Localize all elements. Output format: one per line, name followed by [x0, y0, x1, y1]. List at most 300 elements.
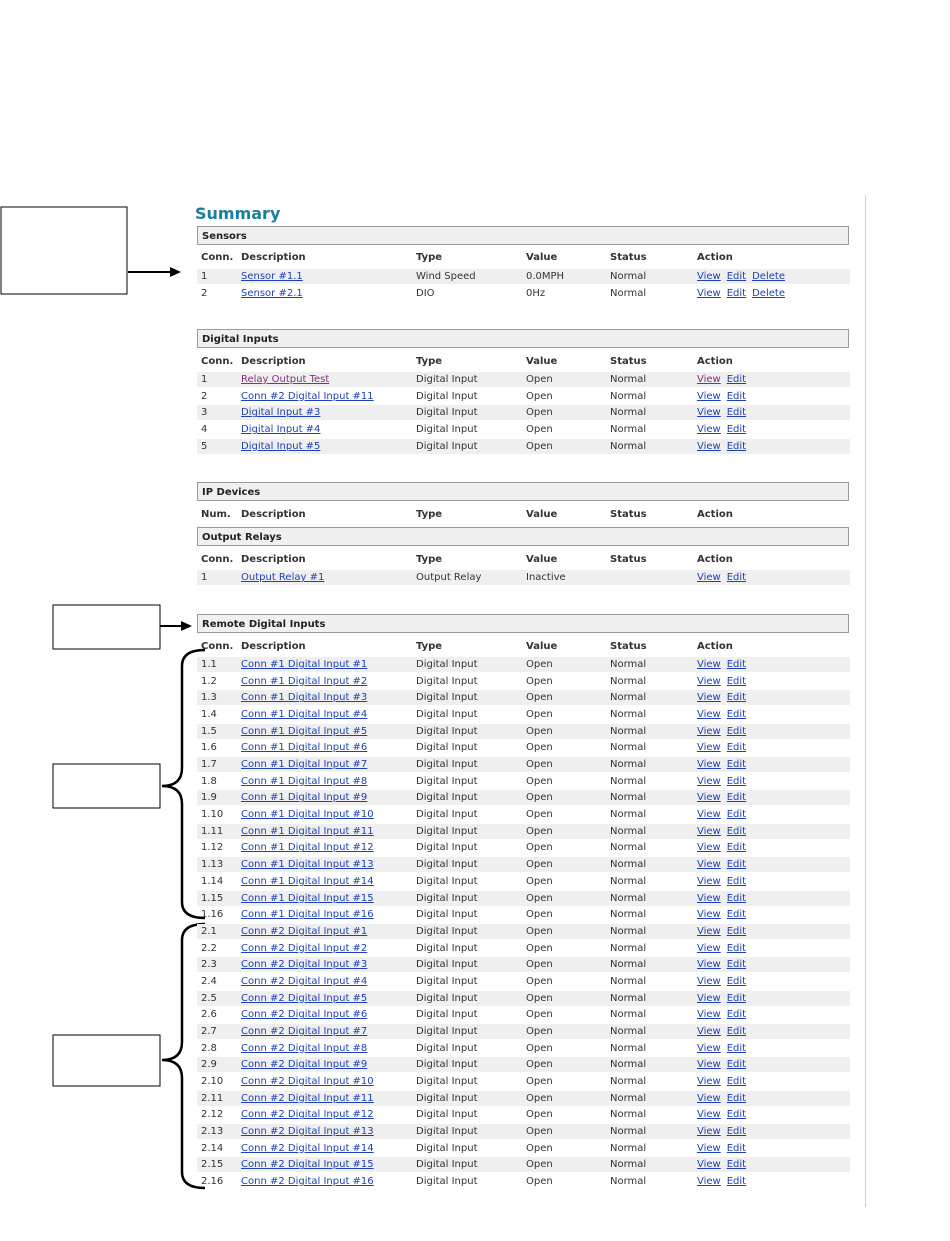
description-cell [241, 907, 374, 922]
action-cell [697, 1041, 752, 1056]
type-cell: Digital Input [416, 942, 478, 954]
action-cell [697, 690, 752, 705]
status-cell: Normal [610, 1176, 647, 1188]
conn-cell: 2.3 [201, 959, 217, 971]
conn-cell: 1.1 [201, 659, 217, 670]
description-cell [241, 1074, 374, 1089]
description-cell [241, 790, 367, 805]
status-cell: Normal [610, 440, 647, 452]
value-cell: Open [526, 792, 553, 804]
table-row [197, 790, 850, 805]
description-cell [241, 774, 367, 789]
description-link[interactable]: Conn #1 Digital Input #4 [241, 709, 368, 721]
view-link[interactable]: View [697, 374, 721, 385]
type-cell: Digital Input [416, 1059, 478, 1071]
delete-link[interactable]: Delete [752, 287, 785, 299]
status-cell: Normal [610, 1109, 647, 1121]
edit-link[interactable]: Edit [726, 1176, 747, 1188]
view-link[interactable]: View [697, 1059, 721, 1071]
value-cell: Open [526, 1092, 553, 1104]
edit-link[interactable]: Edit [726, 909, 747, 921]
edit-link[interactable]: Edit [726, 725, 747, 737]
view-link[interactable]: View [697, 825, 721, 837]
description-link[interactable]: Conn #2 Digital Input #2 [241, 942, 368, 954]
view-link[interactable]: View [697, 1042, 721, 1054]
description-cell [241, 957, 367, 972]
conn-cell: 2.13 [201, 1126, 224, 1138]
edit-link[interactable]: Edit [726, 825, 747, 837]
action-cell [697, 1157, 752, 1172]
table-row [197, 941, 850, 956]
type-cell: Digital Input [416, 1159, 478, 1171]
action-cell [697, 991, 752, 1006]
value-cell: Open [526, 875, 553, 887]
type-cell: Digital Input [416, 407, 478, 419]
action-cell [697, 924, 752, 939]
edit-link[interactable]: Edit [726, 742, 747, 754]
status-cell: Normal [610, 1142, 647, 1154]
table-row [197, 286, 850, 301]
description-cell [241, 1024, 367, 1039]
conn-cell: 1.3 [201, 692, 217, 704]
column-header-action: Action [697, 554, 733, 565]
view-link[interactable]: View [697, 407, 721, 419]
column-header-value: Value [526, 554, 558, 565]
description-cell [241, 1174, 374, 1189]
table-row [197, 991, 850, 1006]
type-cell: Digital Input [416, 959, 478, 971]
description-link[interactable]: Conn #2 Digital Input #4 [241, 975, 368, 987]
description-cell [241, 840, 374, 855]
status-cell: Normal [610, 1126, 647, 1138]
description-link[interactable]: Conn #2 Digital Input #15 [241, 1159, 374, 1171]
callout-box-conn2 [53, 1035, 160, 1086]
type-cell: Digital Input [416, 1109, 478, 1121]
action-cell [697, 422, 752, 437]
view-link[interactable]: View [697, 842, 721, 854]
delete-link[interactable]: Delete [752, 271, 785, 282]
description-cell [241, 1157, 374, 1172]
edit-link[interactable]: Edit [726, 659, 747, 670]
view-link[interactable]: View [697, 440, 721, 452]
action-cell [697, 874, 752, 889]
column-header-action: Action [697, 641, 733, 652]
view-link[interactable]: View [697, 792, 721, 804]
edit-link[interactable]: Edit [726, 875, 747, 887]
table-row [197, 674, 850, 689]
description-link[interactable]: Conn #1 Digital Input #13 [241, 859, 374, 871]
status-cell: Normal [610, 725, 647, 737]
edit-link[interactable]: Edit [726, 1126, 747, 1138]
view-link[interactable]: View [697, 1176, 721, 1188]
action-cell [697, 891, 752, 906]
edit-link[interactable]: Edit [726, 1109, 747, 1121]
description-cell [241, 1041, 367, 1056]
description-link[interactable]: Conn #2 Digital Input #13 [241, 1126, 374, 1138]
type-cell: Digital Input [416, 1009, 478, 1021]
edit-link[interactable]: Edit [726, 925, 747, 937]
edit-link[interactable]: Edit [726, 390, 747, 402]
description-link[interactable]: Conn #1 Digital Input #2 [241, 675, 368, 687]
action-cell [697, 790, 752, 805]
description-cell [241, 724, 367, 739]
column-header-status: Status [610, 252, 647, 263]
action-cell [697, 1057, 752, 1072]
edit-link[interactable]: Edit [726, 842, 747, 854]
edit-link[interactable]: Edit [726, 975, 747, 987]
action-cell [697, 774, 752, 789]
table-row [197, 1041, 850, 1056]
column-header-type: Type [416, 252, 443, 263]
description-link[interactable]: Conn #2 Digital Input #5 [241, 992, 368, 1004]
description-link[interactable]: Conn #2 Digital Input #14 [241, 1142, 374, 1154]
description-link[interactable]: Conn #1 Digital Input #8 [241, 775, 368, 787]
view-link[interactable]: View [697, 875, 721, 887]
view-link[interactable]: View [697, 942, 721, 954]
edit-link[interactable]: Edit [726, 759, 747, 771]
view-link[interactable]: View [697, 675, 721, 687]
type-cell: Digital Input [416, 675, 478, 687]
value-cell: 0.0MPH [526, 271, 565, 282]
value-cell: Open [526, 825, 553, 837]
edit-link[interactable]: Edit [726, 407, 747, 419]
description-link[interactable]: Conn #2 Digital Input #7 [241, 1025, 368, 1037]
value-cell: Open [526, 1025, 553, 1037]
action-cell [697, 907, 752, 922]
value-cell: Open [526, 1009, 553, 1021]
table-row [197, 422, 850, 437]
conn-cell: 2.12 [201, 1109, 224, 1121]
table-row [197, 1007, 850, 1022]
value-cell: Open [526, 675, 553, 687]
column-header-description: Description [241, 509, 306, 520]
table-row [197, 1157, 850, 1172]
view-link[interactable]: View [697, 909, 721, 921]
type-cell: Digital Input [416, 1142, 478, 1154]
conn-cell: 2.10 [201, 1076, 224, 1087]
action-cell [697, 286, 791, 301]
edit-link[interactable]: Edit [726, 1092, 747, 1104]
description-cell [241, 570, 324, 585]
table-row [197, 807, 850, 822]
description-cell [241, 707, 367, 722]
table-row [197, 1174, 850, 1189]
view-link[interactable]: View [697, 692, 721, 704]
edit-link[interactable]: Edit [726, 271, 747, 282]
conn-cell: 1.5 [201, 725, 217, 737]
view-link[interactable]: View [697, 775, 721, 787]
description-link[interactable]: Conn #2 Digital Input #8 [241, 1042, 368, 1054]
type-cell: Digital Input [416, 975, 478, 987]
status-cell: Normal [610, 742, 647, 754]
description-link[interactable]: Conn #1 Digital Input #15 [241, 892, 374, 904]
description-link[interactable]: Conn #2 Digital Input #16 [241, 1176, 374, 1188]
description-link[interactable]: Conn #1 Digital Input #16 [241, 909, 374, 921]
description-link[interactable]: Conn #2 Digital Input #1 [241, 925, 368, 937]
edit-link[interactable]: Edit [726, 1009, 747, 1021]
view-link[interactable]: View [697, 742, 721, 754]
table-row [197, 907, 850, 922]
value-cell: Open [526, 692, 553, 704]
description-cell [241, 405, 320, 420]
table-row [197, 690, 850, 705]
column-header-type: Type [416, 509, 443, 520]
type-cell: Digital Input [416, 1176, 478, 1188]
value-cell: Open [526, 959, 553, 971]
content-right-border [865, 195, 866, 1207]
edit-link[interactable]: Edit [726, 1042, 747, 1054]
edit-link[interactable]: Edit [726, 440, 747, 452]
conn-cell: 2.9 [201, 1059, 217, 1071]
type-cell: Digital Input [416, 742, 478, 754]
view-link[interactable]: View [697, 892, 721, 904]
value-cell: Open [526, 1042, 553, 1054]
status-cell: Normal [610, 759, 647, 771]
conn-cell: 1.16 [201, 909, 224, 921]
status-cell: Normal [610, 975, 647, 987]
description-cell [241, 1091, 374, 1106]
action-cell [697, 570, 752, 585]
page-title: Summary [195, 204, 281, 223]
view-link[interactable]: View [697, 424, 721, 436]
type-cell: Digital Input [416, 925, 478, 937]
conn-cell: 1.12 [201, 842, 224, 854]
action-cell [697, 1074, 752, 1089]
view-link[interactable]: View [697, 759, 721, 771]
view-link[interactable]: View [697, 1076, 721, 1087]
edit-link[interactable]: Edit [726, 1142, 747, 1154]
conn-cell: 3 [201, 407, 208, 419]
arrow-head-remote [181, 621, 192, 631]
description-link[interactable]: Conn #2 Digital Input #10 [241, 1076, 374, 1087]
view-link[interactable]: View [697, 859, 721, 871]
conn-cell: 1.13 [201, 859, 224, 871]
view-link[interactable]: View [697, 1025, 721, 1037]
section-heading-sensors: Sensors [197, 226, 849, 245]
status-cell: Normal [610, 792, 647, 804]
description-link[interactable]: Conn #2 Digital Input #3 [241, 959, 368, 971]
conn-cell: 1.6 [201, 742, 217, 754]
view-link[interactable]: View [697, 709, 721, 721]
description-cell [241, 874, 374, 889]
view-link[interactable]: View [697, 975, 721, 987]
view-link[interactable]: View [697, 572, 721, 583]
status-cell: Normal [610, 942, 647, 954]
type-cell: Digital Input [416, 909, 478, 921]
type-cell: Digital Input [416, 709, 478, 721]
view-link[interactable]: View [697, 1009, 721, 1021]
view-link[interactable]: View [697, 1159, 721, 1171]
column-header-status: Status [610, 356, 647, 367]
value-cell: 0Hz [526, 287, 546, 299]
table-row [197, 1124, 850, 1139]
edit-link[interactable]: Edit [726, 1159, 747, 1171]
action-cell [697, 941, 752, 956]
edit-link[interactable]: Edit [726, 1025, 747, 1037]
description-cell [241, 1107, 374, 1122]
view-link[interactable]: View [697, 992, 721, 1004]
type-cell: Wind Speed [416, 271, 476, 282]
view-link[interactable]: View [697, 390, 721, 402]
description-link[interactable]: Conn #2 Digital Input #11 [241, 390, 374, 402]
edit-link[interactable]: Edit [726, 792, 747, 804]
section-heading-output_relays: Output Relays [197, 527, 849, 546]
action-cell [697, 724, 752, 739]
description-link[interactable]: Conn #2 Digital Input #11 [241, 1092, 374, 1104]
column-header-description: Description [241, 356, 306, 367]
view-link[interactable]: View [697, 809, 721, 821]
view-link[interactable]: View [697, 659, 721, 670]
callout-box-sensors [1, 207, 127, 294]
action-cell [697, 439, 752, 454]
view-link[interactable]: View [697, 725, 721, 737]
description-link[interactable]: Conn #1 Digital Input #9 [241, 792, 368, 804]
edit-link[interactable]: Edit [726, 959, 747, 971]
action-cell [697, 1174, 752, 1189]
description-link[interactable]: Digital Input #3 [241, 407, 321, 419]
status-cell: Normal [610, 809, 647, 821]
action-cell [697, 1124, 752, 1139]
description-link[interactable]: Sensor #1.1 [241, 271, 303, 282]
edit-link[interactable]: Edit [726, 892, 747, 904]
status-cell: Normal [610, 374, 647, 385]
description-link[interactable]: Conn #1 Digital Input #5 [241, 725, 368, 737]
callout-box-remote [53, 605, 160, 649]
status-cell: Normal [610, 407, 647, 419]
column-header-description: Description [241, 252, 306, 263]
edit-link[interactable]: Edit [726, 1076, 747, 1087]
description-link[interactable]: Digital Input #4 [241, 424, 321, 436]
column-header-value: Value [526, 641, 558, 652]
description-link[interactable]: Conn #1 Digital Input #1 [241, 659, 368, 670]
view-link[interactable]: View [697, 287, 721, 299]
value-cell: Open [526, 742, 553, 754]
conn-cell: 2.1 [201, 925, 217, 937]
description-cell [241, 422, 320, 437]
table-row [197, 924, 850, 939]
description-link[interactable]: Conn #1 Digital Input #3 [241, 692, 368, 704]
status-cell: Normal [610, 692, 647, 704]
status-cell: Normal [610, 959, 647, 971]
status-cell: Normal [610, 1025, 647, 1037]
action-cell [697, 840, 752, 855]
conn-cell: 1.15 [201, 892, 224, 904]
view-link[interactable]: View [697, 959, 721, 971]
table-row [197, 740, 850, 755]
edit-link[interactable]: Edit [726, 775, 747, 787]
table-header-row [197, 639, 850, 654]
view-link[interactable]: View [697, 1092, 721, 1104]
view-link[interactable]: View [697, 1109, 721, 1121]
description-cell [241, 740, 367, 755]
column-header-conn: Conn. [201, 356, 234, 367]
edit-link[interactable]: Edit [726, 992, 747, 1004]
edit-link[interactable]: Edit [726, 572, 747, 583]
edit-link[interactable]: Edit [726, 859, 747, 871]
conn-cell: 1.9 [201, 792, 217, 804]
status-cell: Normal [610, 1159, 647, 1171]
value-cell: Open [526, 440, 553, 452]
table-row [197, 774, 850, 789]
description-link[interactable]: Conn #2 Digital Input #6 [241, 1009, 368, 1021]
action-cell [697, 1107, 752, 1122]
status-cell: Normal [610, 842, 647, 854]
conn-cell: 2.11 [201, 1092, 224, 1104]
status-cell: Normal [610, 992, 647, 1004]
edit-link[interactable]: Edit [726, 287, 747, 299]
value-cell: Open [526, 809, 553, 821]
description-link[interactable]: Conn #1 Digital Input #14 [241, 875, 374, 887]
type-cell: Digital Input [416, 892, 478, 904]
status-cell: Normal [610, 424, 647, 436]
edit-link[interactable]: Edit [726, 809, 747, 821]
type-cell: Digital Input [416, 1092, 478, 1104]
edit-link[interactable]: Edit [726, 1059, 747, 1071]
view-link[interactable]: View [697, 1126, 721, 1138]
action-cell [697, 389, 752, 404]
action-cell [697, 1024, 752, 1039]
conn-cell: 1.7 [201, 759, 217, 771]
description-link[interactable]: Conn #1 Digital Input #12 [241, 842, 374, 854]
description-link[interactable]: Output Relay #1 [241, 572, 325, 583]
table-row [197, 857, 850, 872]
type-cell: Digital Input [416, 1076, 478, 1087]
table-header-row [197, 552, 850, 567]
value-cell: Open [526, 1059, 553, 1071]
conn-cell: 2.14 [201, 1142, 224, 1154]
action-cell [697, 269, 791, 284]
table-row [197, 372, 850, 387]
description-link[interactable]: Digital Input #5 [241, 440, 321, 452]
description-link[interactable]: Conn #1 Digital Input #6 [241, 742, 368, 754]
description-link[interactable]: Sensor #2.1 [241, 287, 303, 299]
column-header-value: Value [526, 356, 558, 367]
value-cell: Inactive [526, 572, 566, 583]
view-link[interactable]: View [697, 1142, 721, 1154]
description-link[interactable]: Conn #2 Digital Input #12 [241, 1109, 374, 1121]
view-link[interactable]: View [697, 925, 721, 937]
column-header-type: Type [416, 641, 443, 652]
edit-link[interactable]: Edit [726, 424, 747, 436]
description-link[interactable]: Relay Output Test [241, 374, 330, 385]
description-link[interactable]: Conn #2 Digital Input #9 [241, 1059, 368, 1071]
conn-cell: 2.2 [201, 942, 217, 954]
description-cell [241, 1141, 374, 1156]
value-cell: Open [526, 1142, 553, 1154]
edit-link[interactable]: Edit [726, 709, 747, 721]
value-cell: Open [526, 424, 553, 436]
table-header-row [197, 507, 850, 522]
description-link[interactable]: Conn #1 Digital Input #10 [241, 809, 374, 821]
view-link[interactable]: View [697, 271, 721, 282]
edit-link[interactable]: Edit [726, 692, 747, 704]
conn-cell: 1.11 [201, 825, 224, 837]
edit-link[interactable]: Edit [726, 942, 747, 954]
conn-cell: 2.7 [201, 1025, 217, 1037]
action-cell [697, 807, 752, 822]
conn-cell: 1.4 [201, 709, 217, 721]
column-header-value: Value [526, 509, 558, 520]
status-cell: Normal [610, 675, 647, 687]
action-cell [697, 405, 752, 420]
conn-cell: 1.8 [201, 775, 217, 787]
edit-link[interactable]: Edit [726, 374, 747, 385]
description-cell [241, 924, 367, 939]
edit-link[interactable]: Edit [726, 675, 747, 687]
description-link[interactable]: Conn #1 Digital Input #7 [241, 759, 368, 771]
description-link[interactable]: Conn #1 Digital Input #11 [241, 825, 374, 837]
type-cell: Digital Input [416, 390, 478, 402]
